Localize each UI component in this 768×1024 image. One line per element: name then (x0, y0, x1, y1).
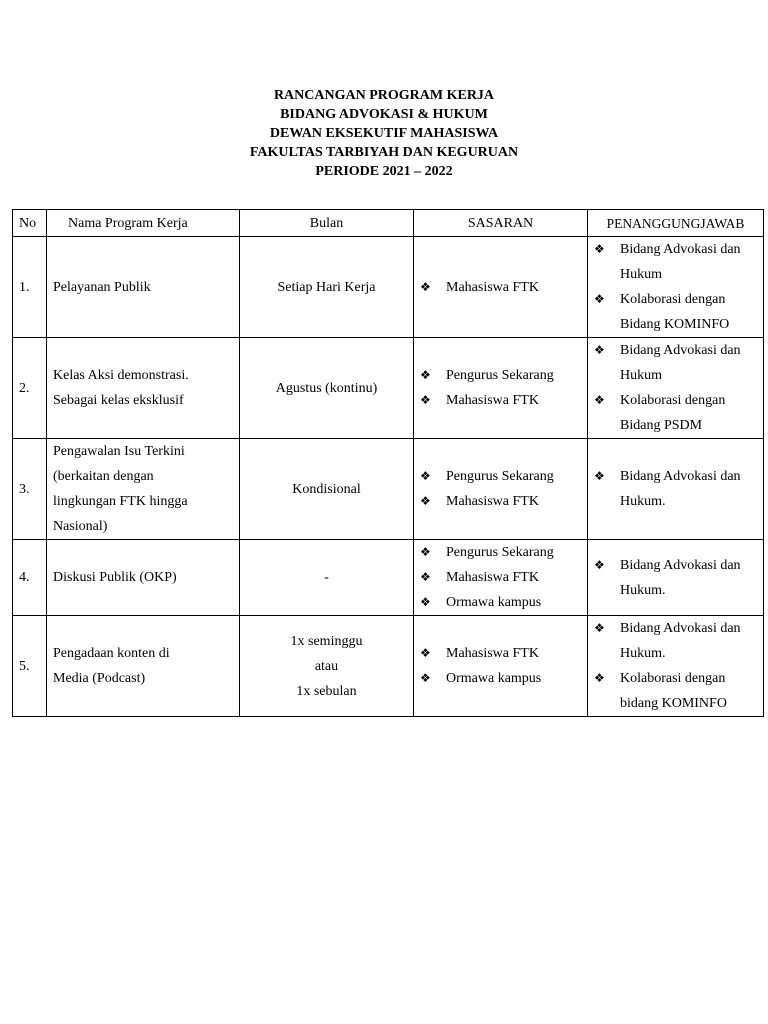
diamond-bullet-icon: ❖ (594, 469, 605, 483)
document-title (0, 86, 768, 181)
title-line: PERIODE 2021 – 2022 (315, 164, 453, 179)
nama-line: Kelas Aksi demonstrasi. (53, 368, 189, 383)
pj-list (594, 464, 757, 514)
sasaran-item (420, 489, 581, 514)
sasaran-text: Mahasiswa FTK (446, 494, 539, 509)
cell-penanggungjawab (588, 616, 764, 717)
cell-bulan (240, 338, 414, 439)
pj-item (594, 553, 757, 603)
diamond-bullet-icon: ❖ (594, 621, 605, 635)
cell-bulan (240, 616, 414, 717)
sasaran-text: Pengurus Sekarang (446, 469, 554, 484)
table-row (13, 540, 764, 616)
pj-list (594, 553, 757, 603)
sasaran-item (420, 275, 581, 300)
pj-list (594, 338, 757, 438)
sasaran-text: Pengurus Sekarang (446, 368, 554, 383)
cell-bulan (240, 540, 414, 616)
header-nama: Nama Program Kerja (47, 210, 240, 237)
bulan-line: - (324, 570, 329, 585)
pj-item (594, 388, 757, 438)
diamond-bullet-icon: ❖ (594, 557, 605, 572)
sasaran-item (420, 590, 581, 615)
cell-no: 2. (13, 338, 47, 439)
diamond-bullet-icon: ❖ (594, 292, 605, 306)
bulan-line: Setiap Hari Kerja (277, 279, 376, 295)
nama-line: Diskusi Publik (OKP) (53, 570, 177, 585)
cell-no: 4. (13, 540, 47, 616)
sasaran-item (420, 666, 581, 691)
bulan-line: Kondisional (292, 481, 361, 497)
bulan-line: 1x seminggu (290, 633, 363, 649)
pj-text: Bidang Advokasi dan Hukum. (620, 469, 741, 509)
sasaran-item (420, 641, 581, 666)
diamond-bullet-icon: ❖ (420, 595, 431, 609)
title-line: FAKULTAS TARBIYAH DAN KEGURUAN (249, 145, 519, 160)
pj-text: Bidang Advokasi dan Hukum. (620, 557, 741, 598)
sasaran-list (420, 540, 581, 615)
nama-line: Nasional) (53, 519, 108, 534)
diamond-bullet-icon: ❖ (594, 671, 605, 685)
header-bulan: Bulan (240, 210, 414, 237)
cell-nama (47, 540, 240, 616)
sasaran-text: Pengurus Sekarang (446, 545, 554, 560)
diamond-bullet-icon: ❖ (594, 242, 605, 256)
pj-item (594, 237, 757, 287)
sasaran-text: Mahasiswa FTK (446, 393, 539, 408)
pj-item (594, 666, 757, 716)
nama-line: lingkungan FTK hingga (53, 494, 188, 509)
pj-text: Bidang Advokasi dan Hukum (620, 242, 741, 282)
diamond-bullet-icon: ❖ (420, 570, 431, 584)
cell-sasaran (414, 338, 588, 439)
table-row (13, 616, 764, 717)
pj-text: Kolaborasi dengan Bidang KOMINFO (620, 292, 730, 332)
sasaran-item (420, 388, 581, 413)
nama-line: Sebagai kelas eksklusif (53, 393, 184, 408)
diamond-bullet-icon: ❖ (420, 279, 431, 294)
title-line: RANCANGAN PROGRAM KERJA (273, 88, 495, 103)
cell-no: 3. (13, 439, 47, 540)
diamond-bullet-icon: ❖ (420, 646, 431, 660)
table-row (13, 439, 764, 540)
cell-sasaran (414, 540, 588, 616)
sasaran-text: Mahasiswa FTK (446, 279, 539, 295)
sasaran-item (420, 363, 581, 388)
nama-line: Pengawalan Isu Terkini (53, 444, 185, 459)
sasaran-list (420, 464, 581, 514)
cell-sasaran (414, 439, 588, 540)
pj-text: Kolaborasi dengan Bidang PSDM (620, 393, 726, 433)
pj-item (594, 287, 757, 337)
cell-penanggungjawab (588, 540, 764, 616)
sasaran-item (420, 565, 581, 590)
cell-sasaran (414, 616, 588, 717)
sasaran-list (420, 275, 581, 300)
sasaran-item (420, 464, 581, 489)
bulan-line: 1x sebulan (296, 683, 357, 699)
cell-sasaran (414, 237, 588, 338)
pj-item (594, 338, 757, 388)
table-row (13, 338, 764, 439)
header-penanggungjawab: PENANGGUNGJAWAB (588, 210, 764, 237)
cell-nama (47, 338, 240, 439)
nama-line: (berkaitan dengan (53, 469, 154, 484)
sasaran-item (420, 540, 581, 565)
diamond-bullet-icon: ❖ (420, 494, 431, 508)
pj-text: Bidang Advokasi dan Hukum (620, 343, 741, 383)
pj-text: Kolaborasi dengan bidang KOMINFO (620, 671, 727, 711)
cell-nama (47, 237, 240, 338)
diamond-bullet-icon: ❖ (420, 368, 431, 382)
pj-text: Bidang Advokasi dan Hukum. (620, 621, 741, 661)
title-line: DEWAN EKSEKUTIF MAHASISWA (269, 126, 499, 141)
diamond-bullet-icon: ❖ (594, 393, 605, 407)
pj-list (594, 237, 757, 337)
nama-line: Pelayanan Publik (53, 279, 151, 295)
diamond-bullet-icon: ❖ (420, 545, 431, 559)
title-line: BIDANG ADVOKASI & HUKUM (280, 107, 488, 122)
sasaran-text: Ormawa kampus (446, 595, 542, 610)
diamond-bullet-icon: ❖ (420, 393, 431, 407)
diamond-bullet-icon: ❖ (594, 343, 605, 357)
header-no: No (13, 210, 47, 237)
cell-nama (47, 616, 240, 717)
cell-bulan (240, 439, 414, 540)
cell-no: 5. (13, 616, 47, 717)
cell-nama (47, 439, 240, 540)
pj-item (594, 616, 757, 666)
table-header-row (13, 210, 764, 237)
pj-list (594, 616, 757, 716)
table-row (13, 237, 764, 338)
cell-penanggungjawab (588, 338, 764, 439)
program-table (12, 209, 764, 717)
sasaran-list (420, 363, 581, 413)
diamond-bullet-icon: ❖ (420, 671, 431, 685)
bulan-line: Agustus (kontinu) (275, 380, 378, 396)
nama-line: Pengadaan konten di (53, 646, 170, 661)
cell-bulan (240, 237, 414, 338)
nama-line: Media (Podcast) (53, 671, 146, 686)
sasaran-list (420, 641, 581, 691)
sasaran-text: Ormawa kampus (446, 671, 542, 686)
sasaran-text: Mahasiswa FTK (446, 646, 539, 661)
cell-no: 1. (13, 237, 47, 338)
sasaran-text: Mahasiswa FTK (446, 570, 539, 585)
diamond-bullet-icon: ❖ (420, 469, 431, 483)
cell-penanggungjawab (588, 439, 764, 540)
pj-item (594, 464, 757, 514)
bulan-line: atau (314, 658, 339, 674)
cell-penanggungjawab (588, 237, 764, 338)
header-sasaran: SASARAN (414, 210, 588, 237)
